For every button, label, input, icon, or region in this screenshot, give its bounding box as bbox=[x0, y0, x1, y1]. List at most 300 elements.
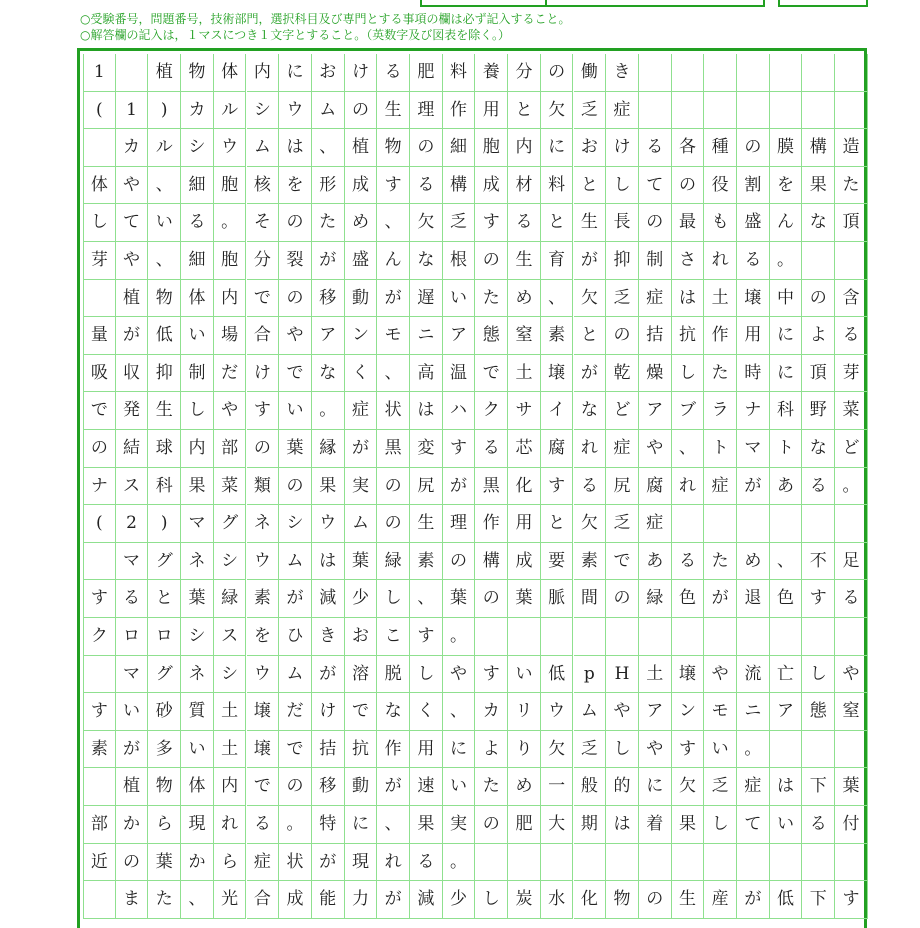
header-field-box-small bbox=[778, 0, 868, 7]
answer-cell: 葉 bbox=[835, 768, 868, 806]
answer-cell: ) bbox=[148, 92, 181, 130]
answer-cell: 症 bbox=[606, 430, 639, 468]
answer-cell: 抑 bbox=[148, 355, 181, 393]
answer-cell: 黒 bbox=[475, 468, 508, 506]
answer-cell: よ bbox=[802, 317, 835, 355]
answer-cell: て bbox=[639, 167, 672, 205]
answer-cell: 症 bbox=[737, 768, 770, 806]
answer-cell: た bbox=[835, 167, 868, 205]
answer-cell: 最 bbox=[672, 204, 705, 242]
answer-cell: ん bbox=[770, 204, 803, 242]
answer-cell: る bbox=[802, 468, 835, 506]
answer-cell bbox=[639, 92, 672, 130]
answer-cell bbox=[704, 618, 737, 656]
answer-cell: や bbox=[279, 317, 312, 355]
answer-cell: 土 bbox=[214, 731, 247, 769]
answer-cell: 物 bbox=[148, 768, 181, 806]
answer-cell: 物 bbox=[377, 129, 410, 167]
answer-cell: 緑 bbox=[639, 580, 672, 618]
answer-cell: 吸 bbox=[83, 355, 116, 393]
answer-cell: し bbox=[606, 731, 639, 769]
answer-cell: 水 bbox=[541, 881, 574, 919]
answer-cell: 細 bbox=[443, 129, 476, 167]
answer-cell: 頂 bbox=[835, 204, 868, 242]
answer-cell: す bbox=[475, 656, 508, 694]
answer-cell: 乏 bbox=[606, 505, 639, 543]
answer-cell bbox=[835, 618, 868, 656]
answer-cell: い bbox=[148, 204, 181, 242]
answer-cell: や bbox=[443, 656, 476, 694]
answer-cell bbox=[541, 618, 574, 656]
answer-cell: 1 bbox=[83, 54, 116, 92]
answer-cell: 料 bbox=[443, 54, 476, 92]
answer-cell: 状 bbox=[279, 844, 312, 882]
answer-cell: 菜 bbox=[835, 392, 868, 430]
answer-cell: 下 bbox=[802, 881, 835, 919]
answer-row bbox=[83, 844, 867, 882]
answer-cell: の bbox=[345, 92, 378, 130]
answer-cell bbox=[802, 54, 835, 92]
answer-cell bbox=[83, 280, 116, 318]
answer-cell bbox=[770, 731, 803, 769]
answer-cell: 素 bbox=[247, 580, 280, 618]
answer-cell: 遅 bbox=[410, 280, 443, 318]
answer-cell: の bbox=[737, 129, 770, 167]
answer-cell: と bbox=[541, 505, 574, 543]
answer-cell: ニ bbox=[737, 693, 770, 731]
answer-cell: す bbox=[475, 204, 508, 242]
answer-cell: 特 bbox=[312, 806, 345, 844]
answer-cell bbox=[639, 618, 672, 656]
answer-cell: 作 bbox=[377, 731, 410, 769]
answer-cell: の bbox=[672, 167, 705, 205]
instruction-note-1: ○受験番号，問題番号，技術部門，選択科目及び専門とする事項の欄は必ず記入すること。 bbox=[80, 12, 571, 26]
answer-cell: 拮 bbox=[312, 731, 345, 769]
answer-cell: 量 bbox=[83, 317, 116, 355]
answer-cell: の bbox=[443, 543, 476, 581]
answer-cell: と bbox=[508, 92, 541, 130]
answer-cell: れ bbox=[574, 430, 607, 468]
answer-cell: か bbox=[181, 844, 214, 882]
answer-cell: の bbox=[475, 242, 508, 280]
answer-cell: や bbox=[835, 656, 868, 694]
answer-cell: れ bbox=[704, 242, 737, 280]
answer-cell: あ bbox=[639, 543, 672, 581]
answer-cell bbox=[802, 92, 835, 130]
answer-cell: や bbox=[639, 731, 672, 769]
answer-cell: す bbox=[802, 580, 835, 618]
answer-cell: 窒 bbox=[835, 693, 868, 731]
answer-cell: す bbox=[377, 167, 410, 205]
answer-row bbox=[83, 881, 867, 919]
answer-cell: り bbox=[508, 731, 541, 769]
answer-cell: 生 bbox=[148, 392, 181, 430]
answer-cell: 科 bbox=[770, 392, 803, 430]
answer-cell: ネ bbox=[247, 505, 280, 543]
answer-cell: 合 bbox=[247, 881, 280, 919]
answer-cell: し bbox=[475, 881, 508, 919]
answer-cell: し bbox=[672, 355, 705, 393]
answer-cell bbox=[83, 543, 116, 581]
answer-cell: 壌 bbox=[737, 280, 770, 318]
answer-cell: 成 bbox=[475, 167, 508, 205]
answer-cell: る bbox=[835, 317, 868, 355]
answer-row bbox=[83, 317, 867, 355]
answer-cell: 部 bbox=[83, 806, 116, 844]
answer-cell: が bbox=[312, 242, 345, 280]
answer-cell: ど bbox=[606, 392, 639, 430]
answer-cell: 素 bbox=[83, 731, 116, 769]
answer-cell: 収 bbox=[116, 355, 149, 393]
answer-cell: 、 bbox=[377, 355, 410, 393]
answer-cell: 用 bbox=[737, 317, 770, 355]
answer-cell: す bbox=[83, 693, 116, 731]
answer-cell: リ bbox=[508, 693, 541, 731]
answer-cell: 葉 bbox=[508, 580, 541, 618]
answer-row bbox=[83, 656, 867, 694]
answer-cell: 植 bbox=[345, 129, 378, 167]
answer-cell: H bbox=[606, 656, 639, 694]
answer-cell: ス bbox=[116, 468, 149, 506]
answer-cell: 色 bbox=[770, 580, 803, 618]
answer-cell: 化 bbox=[508, 468, 541, 506]
answer-cell: い bbox=[279, 392, 312, 430]
answer-cell: で bbox=[279, 731, 312, 769]
answer-cell: 生 bbox=[410, 505, 443, 543]
answer-cell: く bbox=[410, 693, 443, 731]
answer-cell: 壌 bbox=[247, 693, 280, 731]
answer-cell: シ bbox=[181, 129, 214, 167]
answer-cell: や bbox=[606, 693, 639, 731]
answer-cell: ス bbox=[214, 618, 247, 656]
answer-cell: 果 bbox=[672, 806, 705, 844]
answer-row bbox=[83, 280, 867, 318]
answer-cell: 果 bbox=[312, 468, 345, 506]
answer-cell bbox=[606, 844, 639, 882]
answer-cell: 芯 bbox=[508, 430, 541, 468]
answer-cell: 、 bbox=[672, 430, 705, 468]
answer-cell bbox=[83, 656, 116, 694]
answer-cell: の bbox=[377, 505, 410, 543]
answer-cell bbox=[704, 92, 737, 130]
answer-cell: は bbox=[672, 280, 705, 318]
answer-cell: ら bbox=[148, 806, 181, 844]
answer-cell: 症 bbox=[639, 280, 672, 318]
answer-cell: 脈 bbox=[541, 580, 574, 618]
answer-sheet bbox=[77, 48, 867, 928]
answer-row bbox=[83, 693, 867, 731]
header-field-box bbox=[420, 0, 765, 7]
answer-cell: で bbox=[279, 355, 312, 393]
answer-cell bbox=[770, 505, 803, 543]
answer-cell: 胞 bbox=[214, 242, 247, 280]
answer-cell: 核 bbox=[247, 167, 280, 205]
answer-cell: 。 bbox=[737, 731, 770, 769]
answer-cell: 質 bbox=[181, 693, 214, 731]
answer-cell: 土 bbox=[214, 693, 247, 731]
answer-cell: は bbox=[770, 768, 803, 806]
answer-cell: 形 bbox=[312, 167, 345, 205]
answer-cell: す bbox=[247, 392, 280, 430]
answer-cell bbox=[737, 54, 770, 92]
answer-cell: 。 bbox=[312, 392, 345, 430]
answer-cell: い bbox=[181, 731, 214, 769]
answer-cell bbox=[508, 844, 541, 882]
answer-cell: 養 bbox=[475, 54, 508, 92]
answer-cell bbox=[704, 54, 737, 92]
answer-cell: 果 bbox=[181, 468, 214, 506]
answer-cell: 壌 bbox=[541, 355, 574, 393]
answer-cell: 乏 bbox=[606, 280, 639, 318]
answer-cell: シ bbox=[247, 92, 280, 130]
answer-cell: の bbox=[541, 54, 574, 92]
answer-cell: し bbox=[802, 656, 835, 694]
answer-cell: で bbox=[247, 280, 280, 318]
answer-cell: 細 bbox=[181, 167, 214, 205]
answer-cell bbox=[835, 731, 868, 769]
answer-cell: 。 bbox=[214, 204, 247, 242]
answer-cell: 近 bbox=[83, 844, 116, 882]
answer-row bbox=[83, 806, 867, 844]
answer-cell: め bbox=[737, 543, 770, 581]
answer-cell: で bbox=[83, 392, 116, 430]
answer-cell: 欠 bbox=[574, 505, 607, 543]
answer-cell: し bbox=[377, 580, 410, 618]
answer-cell: る bbox=[508, 204, 541, 242]
answer-cell: に bbox=[345, 806, 378, 844]
answer-cell: 作 bbox=[475, 505, 508, 543]
answer-cell: 葉 bbox=[345, 543, 378, 581]
answer-cell: た bbox=[475, 280, 508, 318]
answer-cell: 土 bbox=[508, 355, 541, 393]
answer-cell: 欠 bbox=[410, 204, 443, 242]
answer-cell: 理 bbox=[410, 92, 443, 130]
answer-cell: め bbox=[508, 280, 541, 318]
answer-cell: 。 bbox=[770, 242, 803, 280]
answer-cell: る bbox=[737, 242, 770, 280]
answer-cell: 種 bbox=[704, 129, 737, 167]
answer-cell: 化 bbox=[574, 881, 607, 919]
answer-cell: 窒 bbox=[508, 317, 541, 355]
answer-cell: 科 bbox=[148, 468, 181, 506]
answer-cell: ん bbox=[377, 242, 410, 280]
answer-cell: と bbox=[541, 204, 574, 242]
answer-cell: る bbox=[802, 806, 835, 844]
answer-cell: 素 bbox=[541, 317, 574, 355]
answer-cell: る bbox=[639, 129, 672, 167]
answer-cell: 体 bbox=[83, 167, 116, 205]
answer-cell: 大 bbox=[541, 806, 574, 844]
answer-row bbox=[83, 768, 867, 806]
answer-cell: 、 bbox=[377, 204, 410, 242]
answer-cell: 成 bbox=[508, 543, 541, 581]
answer-cell: い bbox=[704, 731, 737, 769]
answer-cell: 乏 bbox=[574, 731, 607, 769]
answer-row bbox=[83, 468, 867, 506]
answer-cell: 退 bbox=[737, 580, 770, 618]
answer-cell: ( bbox=[83, 505, 116, 543]
answer-cell bbox=[802, 618, 835, 656]
answer-cell: す bbox=[672, 731, 705, 769]
instruction-note-2: ○解答欄の記入は，１マスにつき１文字とすること。（英数字及び図表を除く。） bbox=[80, 28, 510, 42]
answer-cell: 2 bbox=[116, 505, 149, 543]
answer-cell: こ bbox=[377, 618, 410, 656]
answer-cell: 温 bbox=[443, 355, 476, 393]
answer-cell: で bbox=[247, 768, 280, 806]
answer-cell: 。 bbox=[279, 806, 312, 844]
answer-cell: 発 bbox=[116, 392, 149, 430]
answer-cell: モ bbox=[377, 317, 410, 355]
answer-cell: ハ bbox=[443, 392, 476, 430]
answer-cell: 間 bbox=[574, 580, 607, 618]
answer-cell: 制 bbox=[639, 242, 672, 280]
answer-cell: マ bbox=[116, 543, 149, 581]
answer-cell bbox=[802, 844, 835, 882]
answer-cell: 芽 bbox=[83, 242, 116, 280]
answer-cell: 亡 bbox=[770, 656, 803, 694]
answer-cell: な bbox=[377, 693, 410, 731]
answer-cell: 砂 bbox=[148, 693, 181, 731]
answer-cell: ネ bbox=[181, 656, 214, 694]
answer-cell: が bbox=[377, 881, 410, 919]
answer-cell: グ bbox=[148, 543, 181, 581]
answer-cell bbox=[737, 92, 770, 130]
answer-cell: ア bbox=[443, 317, 476, 355]
answer-cell: 乾 bbox=[606, 355, 639, 393]
answer-cell bbox=[672, 844, 705, 882]
answer-cell: か bbox=[116, 806, 149, 844]
answer-cell: の bbox=[639, 204, 672, 242]
answer-cell: 内 bbox=[247, 54, 280, 92]
answer-cell: 黒 bbox=[377, 430, 410, 468]
answer-cell: 縁 bbox=[312, 430, 345, 468]
answer-cell: シ bbox=[279, 505, 312, 543]
answer-cell: と bbox=[148, 580, 181, 618]
answer-cell: 、 bbox=[541, 280, 574, 318]
answer-cell: 力 bbox=[345, 881, 378, 919]
answer-cell bbox=[704, 844, 737, 882]
answer-cell: ウ bbox=[279, 92, 312, 130]
answer-cell bbox=[83, 881, 116, 919]
answer-cell bbox=[737, 618, 770, 656]
answer-cell: る bbox=[410, 167, 443, 205]
answer-cell: 欠 bbox=[574, 280, 607, 318]
answer-cell: 抗 bbox=[345, 731, 378, 769]
answer-cell: い bbox=[508, 656, 541, 694]
answer-cell: 割 bbox=[737, 167, 770, 205]
answer-cell: 1 bbox=[116, 92, 149, 130]
answer-cell: ) bbox=[148, 505, 181, 543]
answer-cell: 膜 bbox=[770, 129, 803, 167]
answer-cell bbox=[541, 844, 574, 882]
answer-cell: さ bbox=[672, 242, 705, 280]
answer-cell bbox=[83, 129, 116, 167]
answer-cell: で bbox=[606, 543, 639, 581]
answer-cell: る bbox=[410, 844, 443, 882]
answer-cell: 溶 bbox=[345, 656, 378, 694]
answer-cell: 現 bbox=[181, 806, 214, 844]
answer-cell: 動 bbox=[345, 768, 378, 806]
answer-cell: ア bbox=[312, 317, 345, 355]
answer-cell: の bbox=[83, 430, 116, 468]
answer-cell: p bbox=[574, 656, 607, 694]
answer-cell: る bbox=[181, 204, 214, 242]
answer-cell: 腐 bbox=[541, 430, 574, 468]
answer-cell: き bbox=[312, 618, 345, 656]
answer-cell: 症 bbox=[345, 392, 378, 430]
answer-cell: が bbox=[279, 580, 312, 618]
answer-cell: に bbox=[770, 317, 803, 355]
answer-cell bbox=[672, 92, 705, 130]
answer-cell: 植 bbox=[148, 54, 181, 92]
answer-cell: 分 bbox=[508, 54, 541, 92]
answer-cell: 合 bbox=[247, 317, 280, 355]
answer-cell: ク bbox=[475, 392, 508, 430]
answer-cell: ン bbox=[672, 693, 705, 731]
answer-cell: 。 bbox=[835, 468, 868, 506]
answer-cell: し bbox=[83, 204, 116, 242]
answer-cell bbox=[802, 505, 835, 543]
answer-cell: 成 bbox=[345, 167, 378, 205]
answer-cell: て bbox=[737, 806, 770, 844]
answer-cell: 低 bbox=[770, 881, 803, 919]
answer-cell: の bbox=[606, 580, 639, 618]
answer-cell: た bbox=[148, 881, 181, 919]
answer-cell: す bbox=[83, 580, 116, 618]
answer-cell: 炭 bbox=[508, 881, 541, 919]
answer-cell: い bbox=[181, 317, 214, 355]
answer-cell: 壌 bbox=[672, 656, 705, 694]
answer-cell: カ bbox=[181, 92, 214, 130]
answer-cell: 作 bbox=[443, 92, 476, 130]
answer-cell: け bbox=[247, 355, 280, 393]
answer-cell: 肥 bbox=[410, 54, 443, 92]
answer-cell bbox=[770, 92, 803, 130]
answer-cell: の bbox=[116, 844, 149, 882]
answer-cell: な bbox=[802, 204, 835, 242]
answer-cell: な bbox=[802, 430, 835, 468]
answer-cell: な bbox=[312, 355, 345, 393]
answer-cell: に bbox=[279, 54, 312, 92]
answer-cell: 育 bbox=[541, 242, 574, 280]
answer-cell: シ bbox=[214, 656, 247, 694]
answer-cell: が bbox=[704, 580, 737, 618]
answer-cell: 欠 bbox=[541, 731, 574, 769]
answer-cell: の bbox=[606, 317, 639, 355]
answer-cell bbox=[737, 844, 770, 882]
answer-cell: 部 bbox=[214, 430, 247, 468]
answer-cell: 内 bbox=[181, 430, 214, 468]
answer-cell: い bbox=[116, 693, 149, 731]
answer-cell: お bbox=[312, 54, 345, 92]
header-field-divider bbox=[545, 0, 547, 5]
answer-cell: る bbox=[247, 806, 280, 844]
answer-cell bbox=[835, 844, 868, 882]
answer-cell: ム bbox=[247, 129, 280, 167]
answer-cell: 物 bbox=[148, 280, 181, 318]
answer-cell: は bbox=[606, 806, 639, 844]
answer-cell: ニ bbox=[410, 317, 443, 355]
answer-cell: ト bbox=[770, 430, 803, 468]
answer-cell: 作 bbox=[704, 317, 737, 355]
answer-cell: マ bbox=[737, 430, 770, 468]
answer-cell: 体 bbox=[214, 54, 247, 92]
answer-row bbox=[83, 167, 867, 205]
answer-cell: 下 bbox=[802, 768, 835, 806]
answer-cell: が bbox=[345, 430, 378, 468]
answer-cell: 料 bbox=[541, 167, 574, 205]
answer-cell: し bbox=[704, 806, 737, 844]
